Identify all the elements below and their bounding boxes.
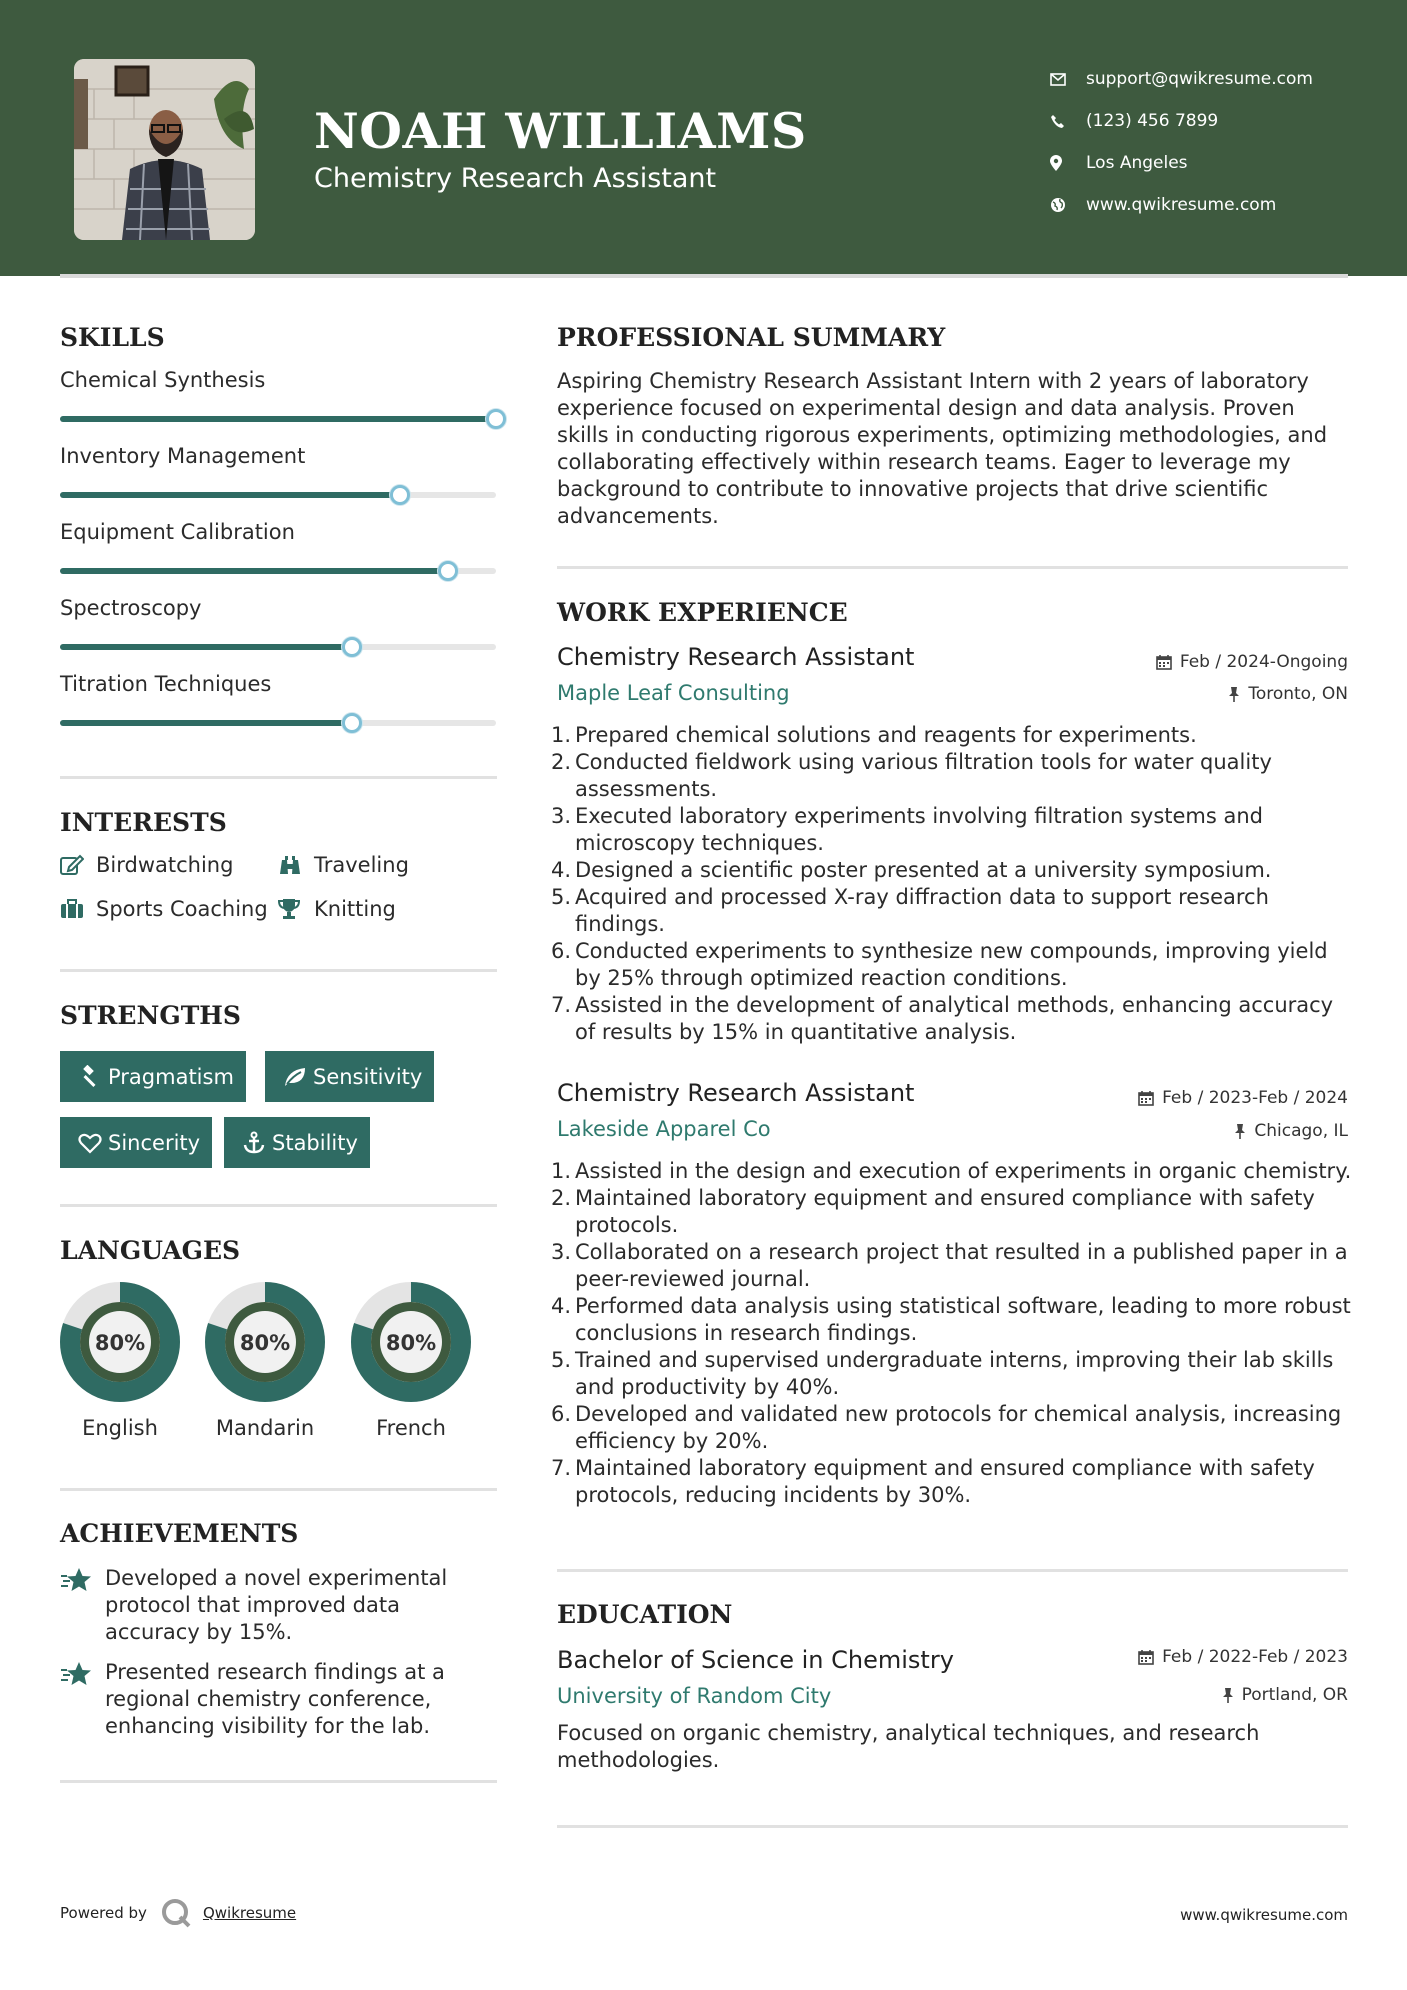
strengths-heading: STRENGTHS (60, 1001, 241, 1030)
job-location (1228, 684, 1348, 704)
work-heading: WORK EXPERIENCE (557, 598, 848, 627)
education-school: University of Random City (557, 1684, 832, 1708)
contact-email[interactable] (1050, 58, 1313, 100)
candidate-title: Chemistry Research Assistant (314, 163, 717, 194)
languages-heading: LANGUAGES (60, 1236, 241, 1265)
contact-location-text: Los Angeles (1086, 153, 1188, 173)
skill-bar (60, 644, 496, 650)
skill-bar-fill (60, 720, 352, 726)
skill-bar-fill (60, 644, 352, 650)
profile-photo (74, 59, 255, 240)
interests-heading: INTERESTS (60, 808, 227, 837)
map-pin-icon (1050, 155, 1086, 171)
qwikresume-link[interactable]: Qwikresume (202, 1904, 297, 1922)
job-company: Lakeside Apparel Co (557, 1117, 771, 1141)
binoculars-icon (278, 854, 314, 876)
globe-icon (1050, 197, 1086, 213)
list-item: 7. Assisted in the development of analytical methods, enhancing accuracy of results by 15% in quantitative analysis. (550, 993, 1334, 1044)
interest-label: Traveling (314, 853, 409, 877)
skill-item (60, 672, 500, 726)
pushpin-icon (1234, 1123, 1246, 1139)
skill-bar-fill (60, 568, 448, 574)
job-role: Chemistry Research Assistant (557, 643, 915, 671)
job-location-text: Chicago, IL (1254, 1121, 1348, 1141)
section-divider (60, 776, 497, 779)
contact-location (1050, 142, 1313, 184)
language-name: Mandarin (215, 1416, 315, 1440)
education-date (1138, 1647, 1348, 1667)
calendar-icon (1156, 654, 1172, 670)
list-item: 5. Acquired and processed X-ray diffraction data to support research findings. (550, 885, 1269, 936)
interest-item (60, 897, 268, 921)
job-date-text: Feb / 2023-Feb / 2024 (1162, 1088, 1348, 1108)
list-item: 6. Conducted experiments to synthesize new compounds, improving yield by 25% through optimized reaction conditions. (550, 939, 1328, 990)
interest-item (278, 897, 396, 921)
star-icon (60, 1659, 105, 1740)
education-text: Focused on organic chemistry, analytical techniques, and research methodologies. (557, 1721, 1260, 1772)
language-percent: 80% (239, 1331, 291, 1355)
skill-bar-fill (60, 492, 400, 498)
interest-label: Sports Coaching (96, 897, 268, 921)
skill-label: Titration Techniques (60, 672, 272, 696)
education-date-text: Feb / 2022-Feb / 2023 (1162, 1647, 1348, 1667)
education-degree: Bachelor of Science in Chemistry (557, 1646, 954, 1674)
interest-label: Birdwatching (96, 853, 234, 877)
phone-icon (1050, 114, 1086, 129)
job-date (1156, 652, 1348, 672)
header-divider (60, 274, 1348, 278)
strength-chip (60, 1051, 246, 1102)
language-donut (203, 1280, 327, 1404)
interest-item (60, 853, 233, 877)
skill-item (60, 520, 500, 574)
strength-label: Sensitivity (313, 1064, 423, 1089)
list-item: 2. Conducted fieldwork using various filtration tools for water quality assessments. (550, 750, 1272, 801)
resume-header (0, 0, 1407, 276)
list-item: 5. Trained and supervised undergraduate interns, improving their lab skills and productivity by 40%. (550, 1348, 1334, 1399)
trophy-icon (278, 898, 314, 920)
list-item: 7. Maintained laboratory equipment and ensured compliance with safety protocols, reducing incidents by 30%. (550, 1456, 1315, 1507)
gavel-icon (72, 1065, 108, 1089)
leaf-icon (277, 1066, 313, 1088)
contact-list (1050, 58, 1313, 226)
skill-label: Equipment Calibration (60, 520, 295, 544)
envelope-icon (1050, 73, 1086, 86)
skill-label: Inventory Management (60, 444, 306, 468)
achievement-item (60, 1659, 500, 1740)
contact-phone[interactable] (1050, 100, 1313, 142)
job-location-text: Toronto, ON (1248, 684, 1348, 704)
job-company: Maple Leaf Consulting (557, 681, 790, 705)
calendar-icon (1138, 1649, 1154, 1665)
job-location (1234, 1121, 1348, 1141)
skill-bar-fill (60, 416, 496, 422)
heart-icon (72, 1132, 108, 1154)
job-date-text: Feb / 2024-Ongoing (1179, 652, 1348, 672)
contact-website-text: www.qwikresume.com (1086, 195, 1277, 215)
footer-powered-by (60, 1898, 296, 1928)
language-donut (58, 1280, 182, 1404)
achievement-text: Presented research findings at a regional chemistry conference, enhancing visibility for the lab. (105, 1660, 445, 1738)
job-role: Chemistry Research Assistant (557, 1079, 915, 1107)
strength-chip (224, 1117, 370, 1168)
powered-by-text: Powered by (60, 1904, 147, 1922)
section-divider (557, 1569, 1348, 1572)
candidate-name: NOAH WILLIAMS (314, 102, 807, 160)
strength-label: Pragmatism (108, 1064, 234, 1089)
summary-text: Aspiring Chemistry Research Assistant Intern with 2 years of laboratory experience focused on experimental design and data analysis. Proven skills in conducting rigorous experiments, optimizing methodologies, and collaborating effectively within research teams. Eager to leverage my background to contribute to innovative projects that drive scientific advancements. (557, 369, 1328, 528)
language-percent: 80% (94, 1331, 146, 1355)
list-item: 4. Performed data analysis using statistical software, leading to more robust conclusions in research findings. (550, 1294, 1351, 1345)
skill-bar-knob (390, 485, 410, 505)
pencil-icon (60, 854, 96, 876)
achievement-item (60, 1565, 500, 1646)
skill-bar-knob (342, 637, 362, 657)
list-item: 6. Developed and validated new protocols for chemical analysis, increasing efficiency by 20%. (550, 1402, 1342, 1453)
skills-heading: SKILLS (60, 323, 165, 352)
strength-label: Sincerity (108, 1130, 201, 1155)
strength-chip (265, 1051, 434, 1102)
list-item: 3. Executed laboratory experiments involving filtration systems and microscopy techniques. (550, 804, 1263, 855)
briefcase-icon (60, 899, 96, 919)
calendar-icon (1138, 1090, 1154, 1106)
list-item: 1. Prepared chemical solutions and reagents for experiments. (550, 723, 1197, 747)
pushpin-icon (1228, 686, 1240, 702)
job-bullets (550, 722, 1352, 1046)
section-divider (60, 1204, 497, 1207)
job-bullets (550, 1158, 1352, 1509)
contact-website[interactable] (1050, 184, 1313, 226)
list-item: 1. Assisted in the design and execution of experiments in organic chemistry. (550, 1159, 1352, 1183)
language-donut (349, 1280, 473, 1404)
skill-bar-knob (438, 561, 458, 581)
strength-chip (60, 1117, 212, 1168)
strength-label: Stability (272, 1130, 358, 1155)
section-divider (60, 1780, 497, 1783)
language-item (58, 1280, 182, 1440)
section-divider (557, 1825, 1348, 1828)
skill-bar (60, 492, 496, 498)
pushpin-icon (1222, 1687, 1234, 1703)
job-date (1138, 1088, 1348, 1108)
interest-label: Knitting (314, 897, 396, 921)
language-item (349, 1280, 473, 1440)
skill-label: Chemical Synthesis (60, 368, 266, 392)
skill-item (60, 368, 500, 422)
education-heading: EDUCATION (557, 1600, 733, 1629)
education-location-text: Portland, OR (1241, 1685, 1348, 1705)
contact-phone-text: (123) 456 7899 (1086, 111, 1219, 131)
list-item: 2. Maintained laboratory equipment and ensured compliance with safety protocols. (550, 1186, 1315, 1237)
summary-heading: PROFESSIONAL SUMMARY (557, 323, 946, 352)
qwikresume-logo-icon (161, 1898, 191, 1928)
skill-bar (60, 416, 496, 422)
skill-bar (60, 568, 496, 574)
skill-bar (60, 720, 496, 726)
skill-bar-knob (342, 713, 362, 733)
section-divider (557, 566, 1348, 569)
interest-item (278, 853, 409, 877)
list-item: 4. Designed a scientific poster presented at a university symposium. (550, 858, 1272, 882)
footer-website[interactable]: www.qwikresume.com (1180, 1906, 1348, 1924)
skill-item (60, 596, 500, 650)
list-item: 3. Collaborated on a research project that resulted in a published paper in a peer-reviewed journal. (550, 1240, 1348, 1291)
section-divider (60, 1488, 497, 1491)
achievements-heading: ACHIEVEMENTS (60, 1519, 299, 1548)
skill-bar-knob (486, 409, 506, 429)
section-divider (60, 969, 497, 972)
education-location (1222, 1685, 1348, 1705)
language-percent: 80% (385, 1331, 437, 1355)
skill-label: Spectroscopy (60, 596, 202, 620)
anchor-icon (236, 1131, 272, 1155)
language-item (203, 1280, 327, 1440)
star-icon (60, 1565, 105, 1646)
language-name: English (82, 1416, 158, 1440)
contact-email-text: support@qwikresume.com (1086, 69, 1313, 89)
skill-item (60, 444, 500, 498)
language-name: French (376, 1416, 446, 1440)
achievement-text: Developed a novel experimental protocol that improved data accuracy by 15%. (105, 1566, 448, 1644)
